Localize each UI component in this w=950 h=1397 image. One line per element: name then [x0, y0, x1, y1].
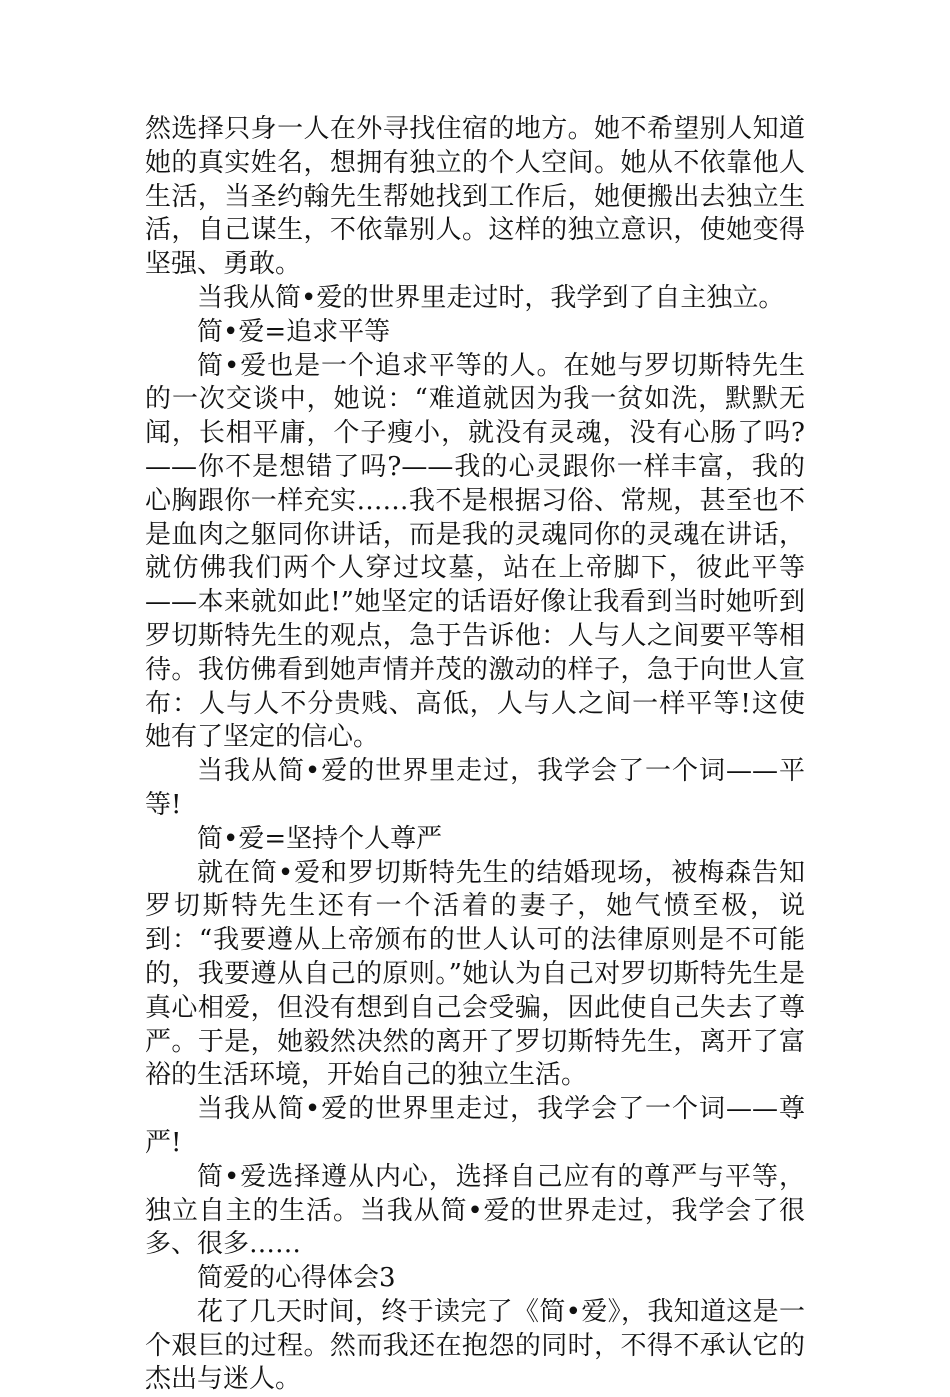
paragraph-equality: 简•爱也是一个追求平等的人。在她与罗切斯特先生的一次交谈中，她说：“难道就因为我一贫如洗，默默无闻，长相平庸，个子瘦小，就没有灵魂，没有心肠了吗?——你不是想错了吗?——我的心灵跟你一样丰富，我的心胸跟你一样充实……我不是根据习俗、常规，甚至也不是血肉之躯同你讲话，而是我的灵魂同你的灵魂在讲话，就仿佛我们两个人穿过坟墓，站在上帝脚下，彼此平等——本来就如此!”她坚定的话语好像让我看到当时她听到罗切斯特先生的观点，急于告诉他：人与人之间要平等相待。我仿佛看到她声情并茂的激动的样子，急于向世人宣布：人与人不分贵贱、高低，人与人之间一样平等!这使她有了坚定的信心。	[145, 350, 805, 753]
paragraph-continuation: 然选择只身一人在外寻找住宿的地方。她不希望别人知道她的真实姓名，想拥有独立的个人空间。她从不依靠他人生活，当圣约翰先生帮她找到工作后，她便搬出去独立生活，自己谋生，不依靠别人。这样的独立意识，使她变得坚强、勇敢。	[145, 114, 805, 280]
paragraph-summary: 简•爱选择遵从内心，选择自己应有的尊严与平等，独立自主的生活。当我从简•爱的世界走过，我学会了很多、很多……	[145, 1161, 805, 1260]
section-heading-dignity: 简•爱=坚持个人尊严	[197, 823, 443, 854]
paragraph-independence-conclusion: 当我从简•爱的世界里走过时，我学到了自主独立。	[197, 282, 785, 313]
paragraph-dignity: 就在简•爱和罗切斯特先生的结婚现场，被梅森告知罗切斯特先生还有一个活着的妻子，她气愤至极，说到：“我要遵从上帝颁布的世人认可的法律原则是不可能的，我要遵从自己的原则。”她认为自己对罗切斯特先生是真心相爱，但没有想到自己会受骗，因此使自己失去了尊严。于是，她毅然决然的离开了罗切斯特先生，离开了富裕的生活环境，开始自己的独立生活。	[145, 857, 805, 1091]
section-heading-equality: 简•爱=追求平等	[197, 316, 391, 347]
document-body	[145, 113, 805, 1397]
section-heading-essay-3: 简爱的心得体会3	[197, 1263, 396, 1294]
paragraph-equality-conclusion: 当我从简•爱的世界里走过，我学会了一个词——平等!	[145, 756, 805, 820]
paragraph-essay-3-intro: 花了几天时间，终于读完了《简•爱》，我知道这是一个艰巨的过程。然而我还在抱怨的同时，不得不承认它的杰出与迷人。	[145, 1296, 805, 1395]
paragraph-dignity-conclusion: 当我从简•爱的世界里走过，我学会了一个词——尊严!	[145, 1094, 805, 1158]
